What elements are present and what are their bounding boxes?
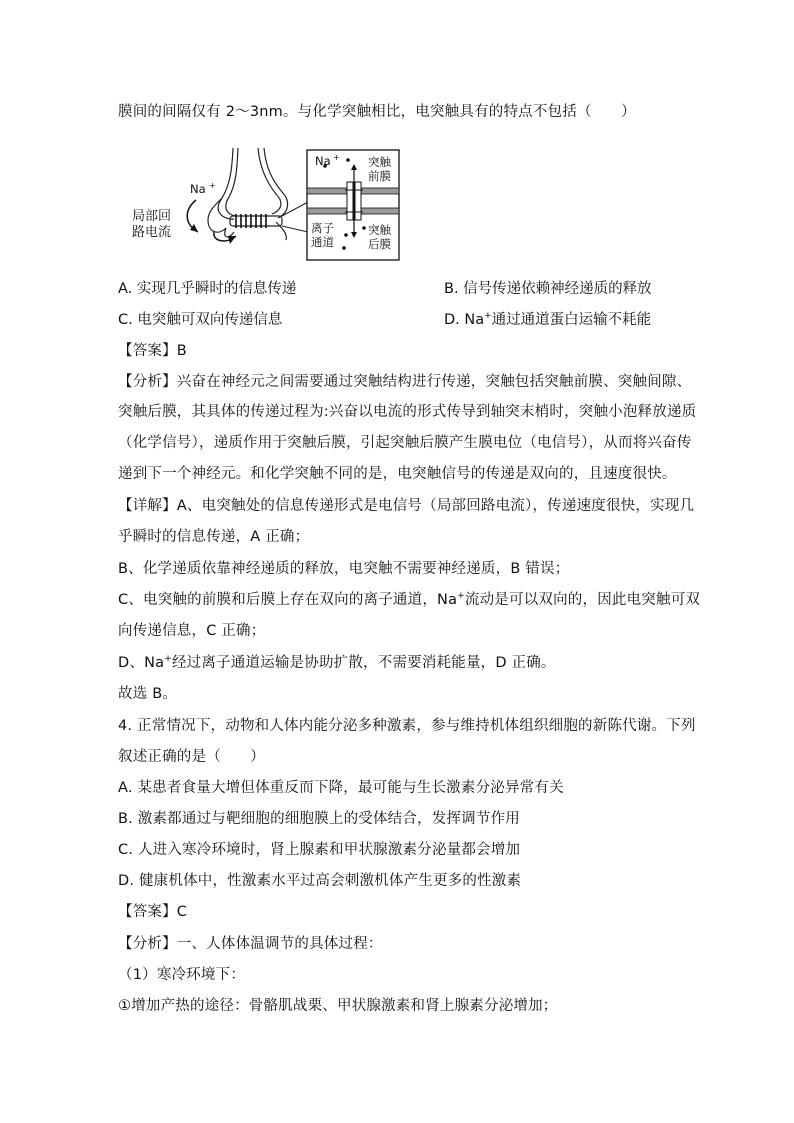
answer-line: 【答案】C: [118, 904, 188, 920]
na-ion-inset-sup: +: [333, 153, 340, 162]
option-b: B. 信号传递依赖神经递质的释放: [444, 281, 652, 297]
question-stem-line: 4. 正常情况下，动物和人体内能分泌多种激素，参与维持机体组织细胞的新陈代谢。下列: [118, 718, 696, 734]
analysis-line: 【分析】一、人体体温调节的具体过程：: [118, 936, 383, 952]
option-b: B. 激素都通过与靶细胞的细胞膜上的受体结合，发挥调节作用: [118, 811, 520, 827]
option-d: D. 健康机体中，性激素水平过高会刺激机体产生更多的性激素: [118, 873, 522, 889]
presynaptic-label-1: 突触: [368, 155, 391, 169]
na-ion-label: Na: [190, 182, 206, 196]
analysis-line: 递到下一个神经元。和化学突触不同的是，电突触信号的传递是双向的，且速度很快。: [118, 466, 677, 482]
detail-line: 乎瞬时的信息传递，A 正确；: [118, 529, 310, 545]
question-stem-line: 膜间的间隔仅有 2～3nm。与化学突触相比，电突触具有的特点不包括（ ）: [118, 104, 636, 120]
postsynaptic-label-2: 后膜: [368, 237, 391, 251]
detail-line: 向传递信息，C 正确；: [118, 623, 266, 639]
option-c: C. 电突触可双向传递信息: [118, 312, 283, 328]
detail-line: D、Na+经过离子通道运输是协助扩散，不需要消耗能量，D 正确。: [118, 654, 556, 671]
conclusion-line: 故选 B。: [118, 686, 178, 702]
option-a: A. 某患者食量大增但体重反而下降，最可能与生长激素分泌异常有关: [118, 780, 564, 796]
na-ion-sup: +: [209, 181, 216, 190]
postsynaptic-label-1: 突触: [368, 223, 391, 237]
na-ion-inset-label: Na: [315, 154, 331, 168]
local-circuit-label-2: 路电流: [132, 225, 172, 240]
analysis-line: ①增加产热的途径：骨骼肌战栗、甲状腺激素和肾上腺素分泌增加；: [118, 998, 558, 1014]
analysis-line: （1）寒冷环境下：: [118, 967, 246, 983]
presynaptic-label-2: 前膜: [368, 169, 391, 183]
option-a: A. 实现几乎瞬时的信息传递: [118, 281, 297, 297]
ion-channel-label-1: 离子: [311, 221, 334, 235]
analysis-line: 突触后膜，其具体的传递过程为:兴奋以电流的形式传导到轴突末梢时，突触小泡释放递质: [118, 404, 697, 420]
question-stem-line: 叙述正确的是（ ）: [118, 749, 265, 765]
detail-line: 【详解】A、电突触处的信息传递形式是电信号（局部回路电流），传递速度很快，实现几: [118, 498, 695, 514]
ion-channel-label-2: 通道: [311, 235, 334, 249]
answer-line: 【答案】B: [118, 343, 187, 359]
analysis-line: （化学信号），递质作用于突触后膜，引起突触后膜产生膜电位（电信号），从而将兴奋传: [118, 435, 692, 451]
analysis-line: 【分析】兴奋在神经元之间需要通过突触结构进行传递，突触包括突触前膜、突触间隙、: [118, 374, 692, 390]
option-c: C. 人进入寒冷环境时，肾上腺素和甲状腺激素分泌量都会增加: [118, 842, 521, 858]
electrical-synapse-diagram: [118, 140, 408, 270]
option-d: D. Na+通过通道蛋白运输不耗能: [444, 311, 652, 328]
local-circuit-label-1: 局部回: [132, 209, 172, 224]
detail-line: C、电突触的前膜和后膜上存在双向的离子通道，Na+流动是可以双向的，因此电突触可双: [118, 591, 701, 608]
detail-line: B、化学递质依靠神经递质的释放，电突触不需要神经递质，B 错误；: [118, 561, 570, 577]
